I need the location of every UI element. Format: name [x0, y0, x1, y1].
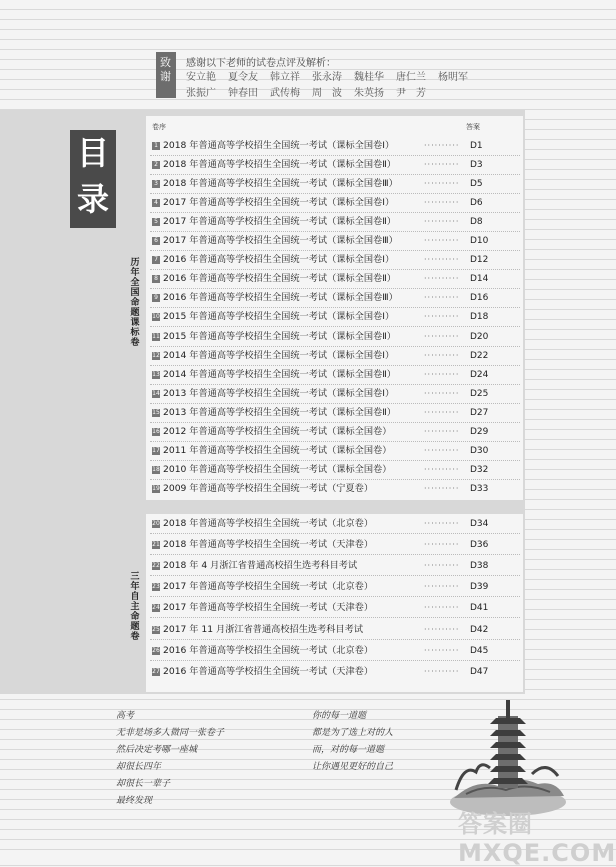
toc-row-leader: ·········· — [424, 582, 460, 592]
toc-row-number: 18 — [152, 465, 160, 473]
toc-row[interactable] — [152, 196, 512, 210]
row-separator — [150, 174, 520, 175]
row-separator — [150, 288, 520, 289]
section-label-national: 历年全国命题课标卷 — [130, 258, 140, 348]
toc-row-page: D20 — [470, 331, 489, 342]
toc-heading — [70, 130, 116, 228]
toc-row-number: 21 — [152, 541, 160, 549]
toc-row-leader: ·········· — [424, 198, 460, 208]
toc-row-number: 22 — [152, 562, 160, 570]
toc-row-leader: ·········· — [424, 519, 460, 528]
toc-row[interactable] — [152, 538, 512, 552]
toc-row[interactable] — [152, 234, 512, 248]
toc-row[interactable] — [152, 368, 512, 382]
toc-row-page: D3 — [470, 160, 483, 171]
toc-row-leader: ·········· — [424, 624, 460, 634]
toc-row-leader: ·········· — [424, 331, 460, 341]
toc-row-number: 14 — [152, 389, 160, 397]
toc-row-number: 12 — [152, 351, 160, 359]
toc-row-number: 27 — [152, 667, 160, 675]
toc-row-page: D18 — [470, 312, 489, 323]
teacher-name: 张永涛 — [312, 72, 342, 83]
thanks-names — [186, 70, 486, 102]
toc-row-title: 2014 年普通高等学校招生全国统一考试（课标全国卷Ⅰ） — [163, 349, 395, 361]
watermark: 答案圈 MXQE.COM — [458, 810, 616, 867]
toc-row-number: 23 — [152, 583, 160, 591]
toc-row-leader: ·········· — [424, 312, 460, 322]
toc-row-title: 2017 年普通高等学校招生全国统一考试（课标全国卷Ⅲ） — [163, 235, 398, 247]
toc-row-title: 2014 年普通高等学校招生全国统一考试（课标全国卷Ⅱ） — [163, 368, 396, 380]
teacher-name: 张振广 — [186, 88, 216, 99]
toc-row[interactable] — [152, 665, 512, 679]
toc-row-number: 3 — [152, 180, 160, 188]
row-separator — [150, 533, 520, 534]
row-separator — [150, 231, 520, 232]
row-separator — [150, 596, 520, 597]
toc-row-number: 13 — [152, 370, 160, 378]
toc-row-number: 26 — [152, 646, 160, 654]
row-separator — [150, 639, 520, 640]
toc-row[interactable] — [152, 291, 512, 305]
toc-row-leader: ·········· — [424, 540, 460, 550]
toc-row-title: 2018 年普通高等学校招生全国统一考试（天津卷） — [163, 539, 374, 551]
teacher-name: 魏桂华 — [354, 72, 384, 83]
toc-row[interactable] — [152, 482, 512, 496]
toc-row-leader: ·········· — [424, 483, 460, 493]
row-separator — [150, 617, 520, 618]
toc-row-page: D14 — [470, 274, 489, 285]
row-separator — [150, 384, 520, 385]
row-separator — [150, 479, 520, 480]
poem-line: 无非是场多人微同一张卷子 — [116, 728, 225, 738]
toc-row-title: 2018 年普通高等学校招生全国统一考试（课标全国卷Ⅲ） — [163, 178, 398, 190]
toc-row[interactable] — [152, 444, 512, 458]
toc-row[interactable] — [152, 253, 512, 267]
row-separator — [150, 155, 520, 156]
row-separator — [150, 250, 520, 251]
toc-row-page: D8 — [470, 217, 483, 228]
toc-row-leader: ·········· — [424, 464, 460, 474]
toc-row-number: 11 — [152, 332, 160, 340]
row-separator — [150, 575, 520, 576]
toc-row-leader: ·········· — [424, 255, 460, 265]
toc-row[interactable] — [152, 272, 512, 286]
toc-row-leader: ·········· — [424, 369, 460, 379]
row-separator — [150, 365, 520, 366]
toc-row-number: 1 — [152, 142, 160, 150]
toc-row-page: D39 — [470, 582, 489, 593]
toc-row-title: 2018 年普通高等学校招生全国统一考试（课标全国卷Ⅰ） — [163, 140, 395, 151]
toc-row-page: D16 — [470, 293, 489, 304]
toc-row-page: D10 — [470, 236, 489, 247]
toc-row[interactable] — [152, 330, 512, 344]
toc-row-leader: ·········· — [424, 645, 460, 655]
poem-line: 然后决定考哪一座城 — [116, 745, 198, 755]
toc-row-page: D47 — [470, 666, 489, 677]
toc-row-number: 17 — [152, 446, 160, 454]
toc-heading-char1: 目 — [76, 134, 109, 172]
toc-row-title: 2018 年 4 月浙江省普通高校招生选考科目考试 — [163, 560, 358, 572]
row-separator — [150, 307, 520, 308]
toc-heading-char2: 录 — [76, 180, 109, 218]
toc-row-title: 2012 年普通高等学校招生全国统一考试（课标全国卷） — [163, 425, 392, 437]
toc-row-leader: ·········· — [424, 388, 460, 398]
row-separator — [150, 554, 520, 555]
toc-row-page: D24 — [470, 369, 489, 380]
toc-row-page: D29 — [470, 426, 489, 437]
toc-row-page: D45 — [470, 645, 489, 656]
teacher-name: 朱英扬 — [354, 88, 384, 99]
toc-row-title: 2017 年普通高等学校招生全国统一考试（课标全国卷Ⅱ） — [163, 216, 396, 228]
toc-row-page: D36 — [470, 540, 489, 551]
toc-row-leader: ·········· — [424, 407, 460, 417]
poem-line: 却很长四年 — [116, 762, 162, 772]
toc-row-leader: ·········· — [424, 426, 460, 436]
toc-row-number: 24 — [152, 604, 160, 612]
toc-row-leader: ·········· — [424, 666, 460, 676]
toc-row-page: D5 — [470, 179, 483, 190]
poem-line: 都是为了选上对的人 — [312, 728, 394, 738]
toc-row-title: 2016 年普通高等学校招生全国统一考试（课标全国卷Ⅰ） — [163, 254, 395, 266]
row-separator — [150, 660, 520, 661]
toc-row[interactable] — [152, 644, 512, 658]
poem-line: 让你遇见更好的自己 — [312, 762, 394, 772]
teacher-name: 唐仁兰 — [396, 72, 426, 83]
toc-row-leader: ·········· — [424, 350, 460, 360]
row-separator — [150, 193, 520, 194]
thanks-title: 感谢以下老师的试卷点评及解析： — [186, 58, 336, 69]
poem-line: 而，对的每一道题 — [312, 745, 385, 755]
toc-row-number: 9 — [152, 294, 160, 302]
toc-row[interactable] — [152, 406, 512, 420]
toc-row[interactable] — [152, 517, 512, 531]
teacher-name: 尹 芳 — [396, 88, 426, 99]
thanks-tag: 致谢 — [156, 52, 176, 98]
toc-row-page: D34 — [470, 519, 489, 529]
row-separator — [150, 460, 520, 461]
toc-row[interactable] — [152, 601, 512, 615]
toc-row-page: D32 — [470, 464, 489, 475]
column-header-answer: 答案 — [466, 123, 480, 131]
teacher-name: 夏令友 — [228, 72, 258, 83]
toc-row-page: D42 — [470, 624, 489, 635]
toc-row-page: D27 — [470, 407, 489, 418]
toc-row-title: 2017 年普通高等学校招生全国统一考试（北京卷） — [163, 581, 374, 593]
row-separator — [150, 422, 520, 423]
toc-row-leader: ·········· — [424, 445, 460, 455]
toc-row-title: 2016 年普通高等学校招生全国统一考试（天津卷） — [163, 665, 374, 677]
toc-row-page: D6 — [470, 198, 483, 209]
row-separator — [150, 346, 520, 347]
teacher-name: 武传梅 — [270, 88, 300, 99]
toc-row[interactable] — [152, 559, 512, 573]
teacher-name: 韩立祥 — [270, 72, 300, 83]
toc-row-number: 7 — [152, 256, 160, 264]
toc-row-title: 2015 年普通高等学校招生全国统一考试（课标全国卷Ⅰ） — [163, 311, 395, 323]
toc-row-number: 10 — [152, 313, 160, 321]
teacher-name: 安立艳 — [186, 72, 216, 83]
toc-row-number: 15 — [152, 408, 160, 416]
toc-row-title: 2015 年普通高等学校招生全国统一考试（课标全国卷Ⅱ） — [163, 330, 396, 342]
toc-row[interactable] — [152, 177, 512, 191]
toc-row-leader: ·········· — [424, 236, 460, 246]
toc-row-title: 2017 年 11 月浙江省普通高校招生选考科目考试 — [163, 623, 364, 635]
teacher-name: 周 波 — [312, 88, 342, 99]
toc-row-leader: ·········· — [424, 160, 460, 170]
toc-row-title: 2017 年普通高等学校招生全国统一考试（课标全国卷Ⅰ） — [163, 197, 395, 209]
toc-row-leader: ·········· — [424, 179, 460, 189]
toc-row-page: D25 — [470, 388, 489, 399]
toc-row-leader: ·········· — [424, 141, 460, 150]
toc-row-leader: ·········· — [424, 274, 460, 284]
toc-row[interactable] — [152, 387, 512, 401]
toc-row-number: 19 — [152, 484, 160, 492]
row-separator — [150, 403, 520, 404]
toc-row-title: 2013 年普通高等学校招生全国统一考试（课标全国卷Ⅱ） — [163, 406, 396, 418]
row-separator — [150, 441, 520, 442]
section-label-independent: 三年自主命题卷 — [130, 572, 140, 642]
toc-row-page: D22 — [470, 350, 489, 361]
toc-row-number: 25 — [152, 625, 160, 633]
toc-row-title: 2011 年普通高等学校招生全国统一考试（课标全国卷） — [163, 444, 392, 456]
toc-row[interactable] — [152, 349, 512, 363]
toc-row-leader: ·········· — [424, 217, 460, 227]
toc-row-title: 2016 年普通高等学校招生全国统一考试（北京卷） — [163, 644, 374, 656]
toc-row[interactable] — [152, 215, 512, 229]
column-header-order: 卷序 — [152, 123, 166, 131]
toc-row-title: 2018 年普通高等学校招生全国统一考试（北京卷） — [163, 518, 374, 529]
toc-row-number: 4 — [152, 199, 160, 207]
toc-row-title: 2013 年普通高等学校招生全国统一考试（课标全国卷Ⅰ） — [163, 387, 395, 399]
toc-row-title: 2017 年普通高等学校招生全国统一考试（天津卷） — [163, 602, 374, 614]
poem-left — [116, 708, 224, 810]
toc-row-page: D1 — [470, 141, 483, 151]
toc-row-number: 8 — [152, 275, 160, 283]
toc-row-page: D12 — [470, 255, 489, 266]
toc-row-page: D30 — [470, 445, 489, 456]
teacher-name: 杨明军 — [438, 72, 468, 83]
toc-row-leader: ·········· — [424, 561, 460, 571]
toc-row-number: 6 — [152, 237, 160, 245]
poem-line: 最终发现 — [116, 796, 153, 806]
teacher-name: 钟春田 — [228, 88, 258, 99]
toc-row[interactable] — [152, 425, 512, 439]
toc-row-title: 2018 年普通高等学校招生全国统一考试（课标全国卷Ⅱ） — [163, 159, 396, 171]
row-separator — [150, 326, 520, 327]
toc-row[interactable] — [152, 580, 512, 594]
toc-row[interactable] — [152, 310, 512, 324]
poem-line: 却很长一辈子 — [116, 779, 171, 789]
toc-row-title: 2009 年普通高等学校招生全国统一考试（宁夏卷） — [163, 482, 374, 494]
poem-right — [312, 708, 393, 776]
row-separator — [150, 212, 520, 213]
toc-row-leader: ·········· — [424, 293, 460, 303]
toc-row-number: 16 — [152, 427, 160, 435]
toc-row-title: 2010 年普通高等学校招生全国统一考试（课标全国卷） — [163, 463, 392, 475]
toc-row-number: 20 — [152, 520, 160, 527]
toc-row[interactable] — [152, 139, 512, 153]
toc-row[interactable] — [152, 158, 512, 172]
toc-row-title: 2016 年普通高等学校招生全国统一考试（课标全国卷Ⅲ） — [163, 292, 398, 304]
toc-row-leader: ·········· — [424, 603, 460, 613]
poem-line: 高考 — [116, 711, 135, 721]
toc-row[interactable] — [152, 623, 512, 637]
toc-row-title: 2016 年普通高等学校招生全国统一考试（课标全国卷Ⅱ） — [163, 273, 396, 285]
toc-row-number: 5 — [152, 218, 160, 226]
toc-row[interactable] — [152, 463, 512, 477]
poem-line: 你的每一道题 — [312, 711, 367, 721]
toc-row-page: D33 — [470, 483, 489, 494]
toc-row-page: D38 — [470, 561, 489, 572]
toc-row-page: D41 — [470, 603, 489, 614]
row-separator — [150, 269, 520, 270]
toc-row-number: 2 — [152, 161, 160, 169]
